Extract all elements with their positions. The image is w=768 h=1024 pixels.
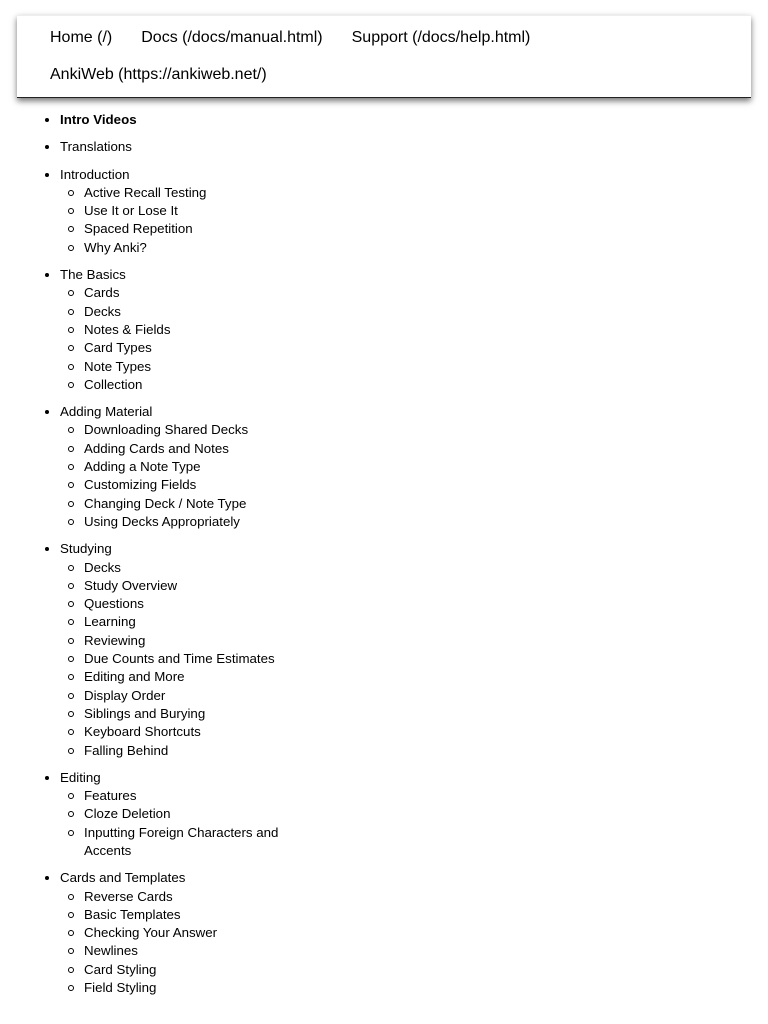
- bullet-circle-icon: [68, 830, 74, 836]
- toc-subitem: [84, 358, 330, 376]
- toc-section: [60, 540, 330, 760]
- toc-section-link[interactable]: The Basics: [60, 267, 126, 283]
- toc-subitem: [84, 668, 330, 686]
- toc-sublist: [60, 421, 330, 531]
- toc-subitem: [84, 303, 330, 321]
- bullet-circle-icon: [68, 519, 74, 525]
- bullet-circle-icon: [68, 226, 74, 232]
- toc-section-link[interactable]: Editing: [60, 769, 101, 785]
- bullet-circle-icon: [68, 985, 74, 991]
- toc-section-link[interactable]: Studying: [60, 541, 112, 557]
- toc-subitem-link[interactable]: Falling Behind: [84, 742, 169, 758]
- bullet-disc-icon: [45, 776, 49, 780]
- toc-subitem: [84, 495, 330, 513]
- nav-link-home[interactable]: Home (/): [50, 29, 113, 46]
- toc-subitem-link[interactable]: Basic Templates: [84, 906, 181, 922]
- toc-subitem-link[interactable]: Reviewing: [84, 632, 146, 648]
- bullet-circle-icon: [68, 967, 74, 973]
- toc-subitem-link[interactable]: Changing Deck / Note Type: [84, 495, 247, 511]
- toc-subitem-link[interactable]: Using Decks Appropriately: [84, 513, 240, 529]
- toc-section: [60, 138, 330, 156]
- toc-subitem-link[interactable]: Questions: [84, 596, 144, 612]
- toc-subitem: [84, 239, 330, 257]
- toc-subitem-link[interactable]: Newlines: [84, 943, 138, 959]
- bullet-circle-icon: [68, 674, 74, 680]
- nav-row-primary: [50, 28, 559, 48]
- toc-subitem: [84, 421, 330, 439]
- toc-subitem: [84, 339, 330, 357]
- toc-subitem-link[interactable]: Siblings and Burying: [84, 705, 206, 721]
- toc-subitem: [84, 942, 330, 960]
- bullet-circle-icon: [68, 656, 74, 662]
- bullet-circle-icon: [68, 290, 74, 296]
- toc-subitem-link[interactable]: Study Overview: [84, 577, 178, 593]
- bullet-disc-icon: [45, 876, 49, 880]
- toc-subitem-link[interactable]: Cloze Deletion: [84, 806, 171, 822]
- toc-section: [60, 166, 330, 257]
- bullet-disc-icon: [45, 173, 49, 177]
- toc-subitem-link[interactable]: Field Styling: [84, 980, 157, 996]
- toc-section: [60, 869, 330, 997]
- toc-subitem: [84, 705, 330, 723]
- toc-subitem-link[interactable]: Decks: [84, 303, 121, 319]
- toc-subitem-link[interactable]: Inputting Foreign Characters and Accents: [84, 824, 279, 858]
- toc-subitem-link[interactable]: Notes & Fields: [84, 321, 171, 337]
- toc-subitem-link[interactable]: Cards: [84, 285, 120, 301]
- toc-section: [60, 769, 330, 860]
- toc-subitem-link[interactable]: Keyboard Shortcuts: [84, 724, 201, 740]
- toc-sublist: [60, 787, 330, 860]
- bullet-circle-icon: [68, 930, 74, 936]
- toc-subitem-link[interactable]: Use It or Lose It: [84, 203, 178, 219]
- bullet-circle-icon: [68, 427, 74, 433]
- toc-section-link[interactable]: Cards and Templates: [60, 870, 186, 886]
- toc-subitem-link[interactable]: Customizing Fields: [84, 477, 197, 493]
- bullet-circle-icon: [68, 711, 74, 717]
- toc-subitem: [84, 321, 330, 339]
- toc-subitem: [84, 376, 330, 394]
- bullet-circle-icon: [68, 693, 74, 699]
- bullet-circle-icon: [68, 894, 74, 900]
- toc-section: [60, 403, 330, 531]
- toc-subitem: [84, 742, 330, 760]
- toc-section-link[interactable]: Adding Material: [60, 404, 153, 420]
- toc-subitem: [84, 202, 330, 220]
- bullet-circle-icon: [68, 583, 74, 589]
- toc-subitem: [84, 284, 330, 302]
- top-navigation-bar: [17, 15, 751, 98]
- toc-subitem: [84, 961, 330, 979]
- toc-subitem: [84, 924, 330, 942]
- bullet-circle-icon: [68, 912, 74, 918]
- toc-subitem-link[interactable]: Card Types: [84, 340, 152, 356]
- toc-subitem: [84, 440, 330, 458]
- bullet-circle-icon: [68, 793, 74, 799]
- toc-subitem: [84, 979, 330, 997]
- toc-subitem-link[interactable]: Adding Cards and Notes: [84, 440, 229, 456]
- bullet-disc-icon: [45, 410, 49, 414]
- toc-subitem-link[interactable]: Adding a Note Type: [84, 459, 201, 475]
- bullet-circle-icon: [68, 446, 74, 452]
- bullet-circle-icon: [68, 601, 74, 607]
- nav-link-ankiweb[interactable]: AnkiWeb (https://ankiweb.net/): [50, 66, 267, 83]
- toc-subitem: [84, 824, 330, 861]
- bullet-circle-icon: [68, 309, 74, 315]
- bullet-circle-icon: [68, 619, 74, 625]
- toc-subitem-link[interactable]: Card Styling: [84, 961, 157, 977]
- toc-subitem: [84, 476, 330, 494]
- nav-link-docs[interactable]: Docs (/docs/manual.html): [141, 29, 323, 46]
- bullet-circle-icon: [68, 948, 74, 954]
- toc-subitem-link[interactable]: Why Anki?: [84, 239, 147, 255]
- bullet-circle-icon: [68, 364, 74, 370]
- toc-section-link[interactable]: Translations: [60, 139, 132, 155]
- bullet-disc-icon: [45, 273, 49, 277]
- bullet-circle-icon: [68, 327, 74, 333]
- bullet-disc-icon: [45, 547, 49, 551]
- bullet-circle-icon: [68, 565, 74, 571]
- toc-subitem-link[interactable]: Display Order: [84, 687, 166, 703]
- toc-section-link[interactable]: Introduction: [60, 166, 130, 182]
- toc-subitem: [84, 220, 330, 238]
- toc-sublist: [60, 888, 330, 998]
- bullet-disc-icon: [45, 118, 49, 122]
- bullet-circle-icon: [68, 464, 74, 470]
- toc-subitem-link[interactable]: Collection: [84, 376, 143, 392]
- nav-row-secondary: [50, 65, 296, 85]
- toc-subitem-link[interactable]: Features: [84, 788, 137, 804]
- bullet-circle-icon: [68, 638, 74, 644]
- toc-subitem: [84, 632, 330, 650]
- toc-subitem-link[interactable]: Note Types: [84, 358, 152, 374]
- table-of-contents: [0, 111, 330, 1006]
- toc-subitem: [84, 906, 330, 924]
- toc-section: [60, 266, 330, 394]
- toc-subitem: [84, 687, 330, 705]
- toc-subitem: [84, 805, 330, 823]
- bullet-circle-icon: [68, 811, 74, 817]
- toc-subitem-link[interactable]: Reverse Cards: [84, 888, 173, 904]
- toc-sublist: [60, 184, 330, 257]
- toc-subitem: [84, 787, 330, 805]
- bullet-circle-icon: [68, 482, 74, 488]
- toc-subitem: [84, 513, 330, 531]
- toc-subitem: [84, 613, 330, 631]
- toc-subitem-link[interactable]: Active Recall Testing: [84, 184, 207, 200]
- toc-subitem: [84, 458, 330, 476]
- bullet-circle-icon: [68, 190, 74, 196]
- bullet-circle-icon: [68, 345, 74, 351]
- toc-subitem: [84, 559, 330, 577]
- toc-list: [0, 111, 330, 997]
- toc-subitem-link[interactable]: Downloading Shared Decks: [84, 422, 249, 438]
- nav-link-support[interactable]: Support (/docs/help.html): [351, 29, 531, 46]
- toc-subitem: [84, 184, 330, 202]
- toc-subitem-link[interactable]: Learning: [84, 614, 136, 630]
- toc-subitem: [84, 650, 330, 668]
- toc-subitem-link[interactable]: Checking Your Answer: [84, 925, 218, 941]
- toc-subitem: [84, 595, 330, 613]
- toc-subitem: [84, 577, 330, 595]
- bullet-circle-icon: [68, 748, 74, 754]
- toc-subitem-link[interactable]: Editing and More: [84, 669, 185, 685]
- bullet-circle-icon: [68, 245, 74, 251]
- toc-sublist: [60, 284, 330, 394]
- bullet-circle-icon: [68, 729, 74, 735]
- toc-subitem: [84, 888, 330, 906]
- toc-subitem-link[interactable]: Due Counts and Time Estimates: [84, 651, 275, 667]
- bullet-circle-icon: [68, 382, 74, 388]
- toc-section: [60, 111, 330, 129]
- toc-section-link[interactable]: Intro Videos: [60, 112, 137, 127]
- toc-subitem: [84, 723, 330, 741]
- bullet-disc-icon: [45, 145, 49, 149]
- toc-subitem-link[interactable]: Spaced Repetition: [84, 221, 193, 237]
- toc-sublist: [60, 559, 330, 760]
- toc-subitem-link[interactable]: Decks: [84, 559, 121, 575]
- bullet-circle-icon: [68, 501, 74, 507]
- bullet-circle-icon: [68, 208, 74, 214]
